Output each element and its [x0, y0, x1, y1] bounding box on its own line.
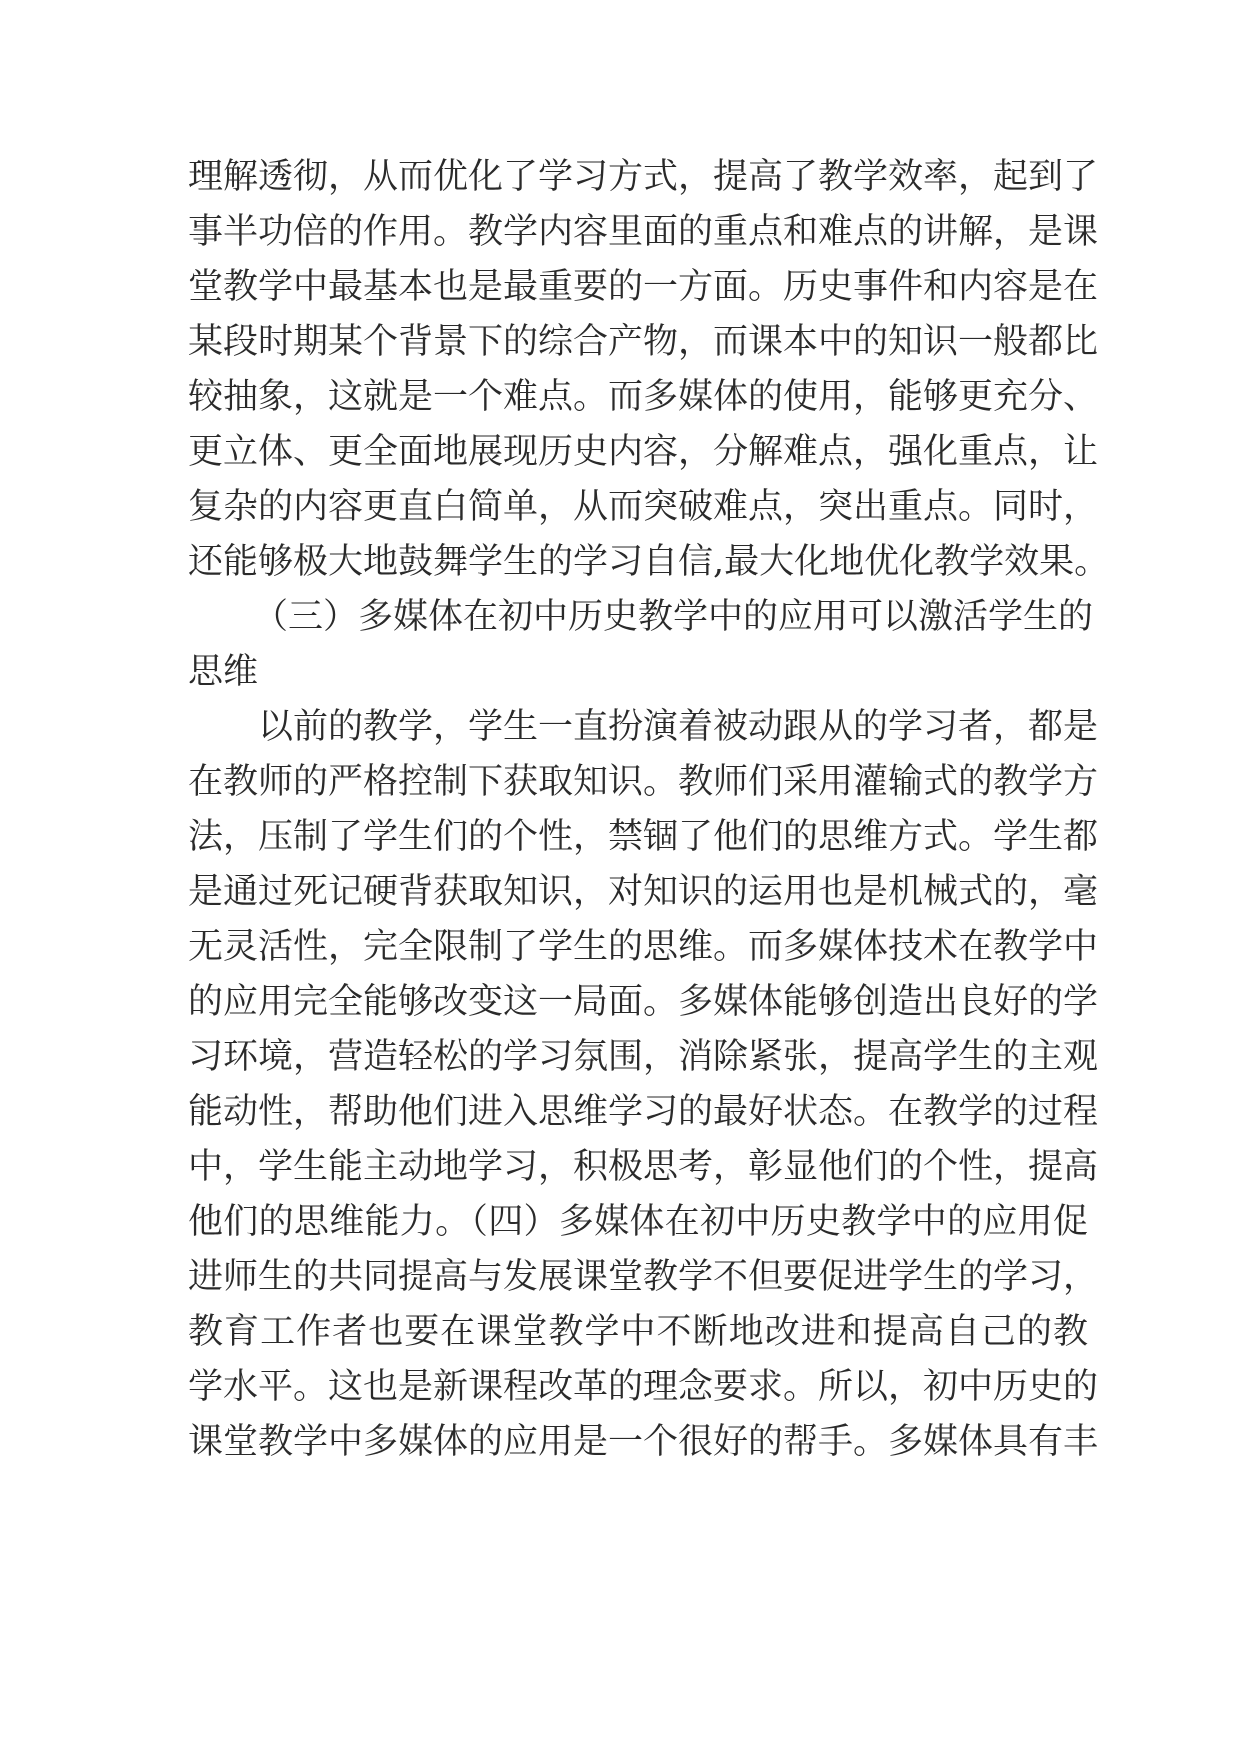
section-heading-line: （三）多媒体在初中历史教学中的应用可以激活学生的: [253, 597, 1094, 637]
text-line: 能动性，帮助他们进入思维学习的最好状态。在教学的过程: [188, 1092, 1099, 1132]
text-line: 的应用完全能够改变这一局面。多媒体能够创造出良好的学: [188, 982, 1099, 1022]
text-line: 中，学生能主动地学习，积极思考，彰显他们的个性，提高: [188, 1147, 1099, 1187]
text-line: 在教师的严格控制下获取知识。教师们采用灌输式的教学方: [188, 762, 1099, 802]
text-line: 他们的思维能力。（四）多媒体在初中历史教学中的应用促: [188, 1202, 1088, 1242]
text-line: 课堂教学中多媒体的应用是一个很好的帮手。多媒体具有丰: [188, 1422, 1099, 1462]
text-line: 是通过死记硬背获取知识，对知识的运用也是机械式的，毫: [188, 872, 1099, 912]
text-line: 事半功倍的作用。教学内容里面的重点和难点的讲解，是课: [188, 212, 1099, 252]
text-line: 理解透彻，从而优化了学习方式，提高了教学效率，起到了: [188, 157, 1099, 197]
body-text: [188, 150, 1110, 1470]
text-line: 堂教学中最基本也是最重要的一方面。历史事件和内容是在: [188, 267, 1099, 307]
text-line: 进师生的共同提高与发展课堂教学不但要促进学生的学习，: [188, 1257, 1099, 1297]
text-line: 无灵活性，完全限制了学生的思维。而多媒体技术在教学中: [188, 927, 1099, 967]
text-line: 教育工作者也要在课堂教学中不断地改进和提高自己的教: [188, 1312, 1088, 1352]
section-heading-line: 思维: [188, 652, 259, 692]
text-line: 还能够极大地鼓舞学生的学习自信,最大化地优化教学效果。: [188, 542, 1110, 582]
text-line: 学水平。这也是新课程改革的理念要求。所以，初中历史的: [188, 1367, 1099, 1407]
text-line: 较抽象，这就是一个难点。而多媒体的使用，能够更充分、: [188, 377, 1099, 417]
paragraph-first-line: 以前的教学，学生一直扮演着被动跟从的学习者，都是: [258, 707, 1099, 747]
text-line: 复杂的内容更直白简单，从而突破难点，突出重点。同时，: [188, 487, 1099, 527]
text-line: 法，压制了学生们的个性，禁锢了他们的思维方式。学生都: [188, 817, 1099, 857]
text-line: 某段时期某个背景下的综合产物，而课本中的知识一般都比: [188, 322, 1099, 362]
text-line: 更立体、更全面地展现历史内容，分解难点，强化重点，让: [188, 432, 1099, 472]
text-line: 习环境，营造轻松的学习氛围，消除紧张，提高学生的主观: [188, 1037, 1099, 1077]
